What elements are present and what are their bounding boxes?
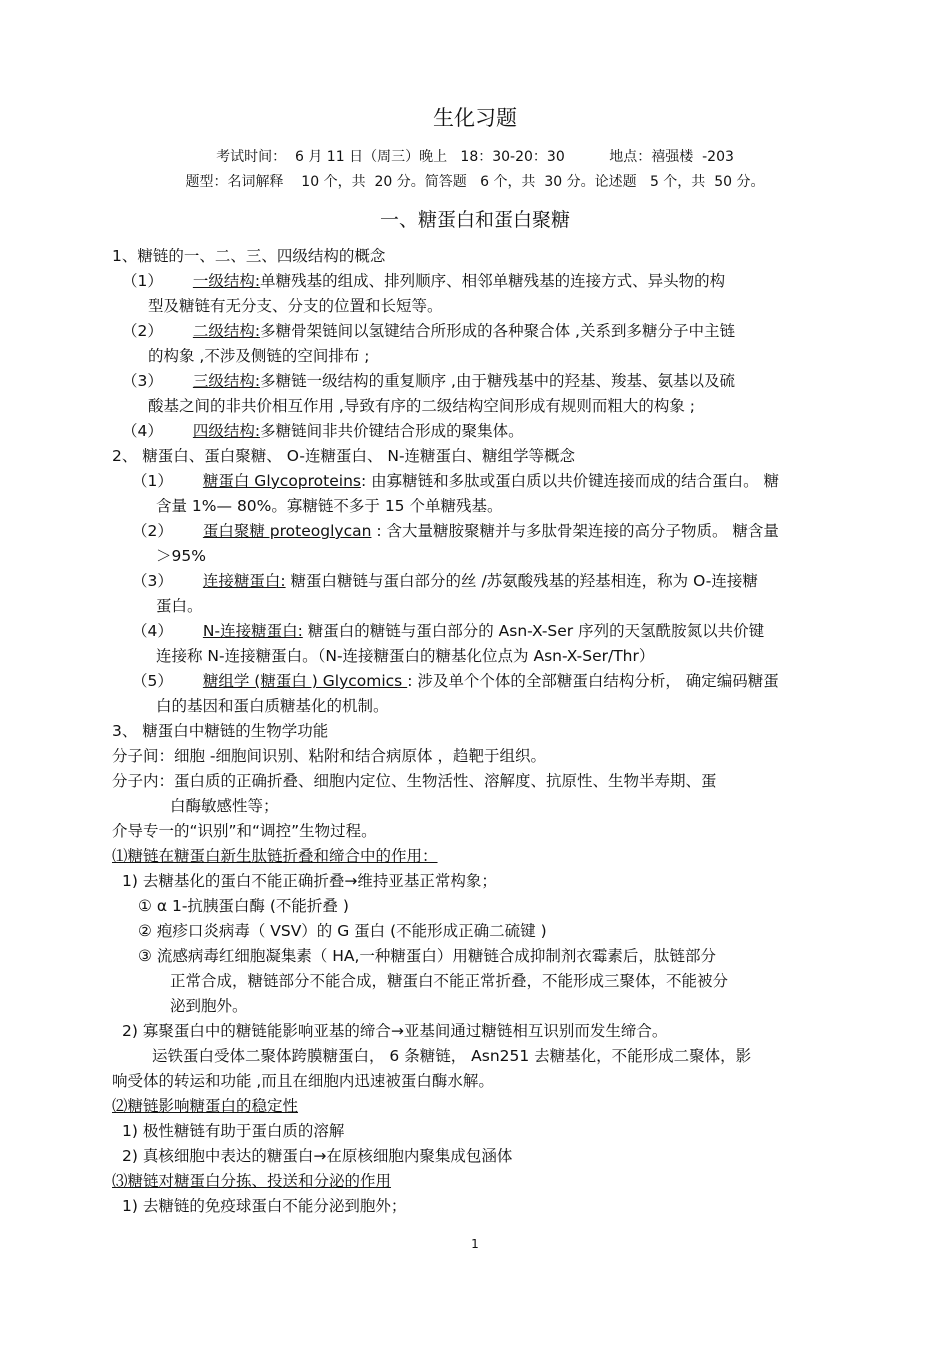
- term: 四级结构:: [192, 422, 261, 440]
- term: 蛋白聚糖 proteoglycan: [202, 522, 372, 540]
- list-item-continuation: 泌到胞外。: [170, 997, 248, 1015]
- paragraph: 分子间：细胞 -细胞间识别、粘附和结合病原体 ，趋靶于组织。: [112, 747, 546, 765]
- list-item: 2) 寡聚蛋白中的糖链能影响亚基的缔合→亚基间通过糖链相互识别而发生缔合。: [122, 1022, 668, 1040]
- term: 糖组学 (糖蛋白 ) Glycomics: [202, 672, 408, 690]
- definition-item: [112, 669, 862, 694]
- definition-continuation: 白的基因和蛋白质糖基化的机制。: [156, 697, 389, 715]
- definition-continuation: 型及糖链有无分支、分支的位置和长短等。: [148, 297, 443, 315]
- paragraph: 运铁蛋白受体二聚体跨膜糖蛋白， 6 条糖链， Asn251 去糖基化，不能形成二聚体，影: [152, 1047, 752, 1065]
- question-heading: 1、糖链的一、二、三、四级结构的概念: [112, 247, 386, 265]
- definition-text: 多糖骨架链间以氢键结合所形成的各种聚合体 ,关系到多糖分子中主链: [260, 322, 735, 340]
- item-number: （4）: [132, 622, 173, 640]
- list-item: ② 疱疹口炎病毒（ VSV）的 G 蛋白 (不能形成正确二硫键 ): [138, 922, 547, 940]
- definition-item: [112, 569, 862, 594]
- page-number: 1: [471, 1237, 479, 1251]
- definition-continuation: 蛋白。: [156, 597, 203, 615]
- subsection-title: ⑵糖链影响糖蛋白的稳定性: [112, 1097, 299, 1115]
- exam-question-types: 题型：名词解释 10 个，共 20 分。简答题 6 个，共 30 分。论述题 5 个，共 50 分。: [185, 174, 765, 190]
- definition-continuation: 的构象 ,不涉及侧链的空间排布 ;: [148, 347, 370, 365]
- definition-text: 多糖链一级结构的重复顺序 ,由于糖残基中的羟基、羧基、氨基以及硫: [260, 372, 735, 390]
- paragraph-continuation: 白酶敏感性等；: [170, 797, 279, 815]
- term: 糖蛋白 Glycoproteins: [202, 472, 361, 490]
- subsection-title: ⑴糖链在糖蛋白新生肽链折叠和缔合中的作用：: [112, 847, 438, 865]
- subsection-heading: [112, 1169, 862, 1194]
- paragraph-continuation: 响受体的转运和功能 ,而且在细胞内迅速被蛋白酶水解。: [112, 1072, 494, 1090]
- item-number: （3）: [122, 372, 163, 390]
- item-number: （5）: [132, 672, 173, 690]
- definition-text: : 由寡糖链和多肽或蛋白质以共价键连接而成的结合蛋白。 糖: [360, 472, 780, 490]
- paragraph: 介导专一的“识别”和“调控”生物过程。: [112, 822, 377, 840]
- item-number: （3）: [132, 572, 173, 590]
- item-number: （2）: [132, 522, 173, 540]
- definition-item: [112, 469, 862, 494]
- exam-time-location: 考试时间： 6 月 11 日（周三）晚上 18：30-20：30 地点：禧强楼 -203: [216, 149, 734, 165]
- question-heading: 2、 糖蛋白、蛋白聚糖、 O-连糖蛋白、 N-连糖蛋白、糖组学等概念: [112, 447, 576, 465]
- item-number: （4）: [122, 422, 163, 440]
- definition-continuation: 含量 1%— 80%。寡糖链不多于 15 个单糖残基。: [156, 497, 503, 515]
- definition-continuation: 连接称 N-连接糖蛋白。（N-连接糖蛋白的糖基化位点为 Asn-X-Ser/Thr）: [156, 647, 655, 665]
- subsection-heading: [112, 844, 862, 869]
- definition-item: [112, 419, 862, 444]
- term: N-连接糖蛋白:: [202, 622, 303, 640]
- definition-text: 糖蛋白糖链与蛋白部分的丝 /苏氨酸残基的羟基相连，称为 O-连接糖: [285, 572, 758, 590]
- list-item: 1) 极性糖链有助于蛋白质的溶解: [122, 1122, 345, 1140]
- document-body: [112, 244, 862, 1219]
- definition-text: 糖蛋白的糖链与蛋白部分的 Asn-X-Ser 序列的天氢酰胺氮以共价键: [302, 622, 765, 640]
- definition-text: 单糖残基的组成、排列顺序、相邻单糖残基的连接方式、异头物的构: [260, 272, 726, 290]
- item-number: （1）: [132, 472, 173, 490]
- paragraph: 分子内：蛋白质的正确折叠、细胞内定位、生物活性、溶解度、抗原性、生物半寿期、蛋: [112, 772, 717, 790]
- term: 二级结构:: [192, 322, 261, 340]
- list-item: 1) 去糖链的免疫球蛋白不能分泌到胞外；: [122, 1197, 407, 1215]
- term: 一级结构:: [192, 272, 261, 290]
- term: 三级结构:: [192, 372, 261, 390]
- definition-item: [112, 619, 862, 644]
- list-item: 2) 真核细胞中表达的糖蛋白→在原核细胞内聚集成包涵体: [122, 1147, 513, 1165]
- definition-item: [112, 369, 862, 394]
- list-item: ① α 1-抗胰蛋白酶 (不能折叠 ): [138, 897, 349, 915]
- list-item-continuation: 正常合成，糖链部分不能合成，糖蛋白不能正常折叠，不能形成三聚体，不能被分: [170, 972, 729, 990]
- document-title: 生化习题: [433, 106, 517, 130]
- item-number: （2）: [122, 322, 163, 340]
- definition-continuation: 酸基之间的非共价相互作用 ,导致有序的二级结构空间形成有规则而粗大的构象 ;: [148, 397, 696, 415]
- definition-text: 多糖链间非共价键结合形成的聚集体。: [260, 422, 524, 440]
- definition-item: [112, 319, 862, 344]
- list-item: ③ 流感病毒红细胞凝集素（ HA,一种糖蛋白）用糖链合成抑制剂衣霉素后，肽链部分: [138, 947, 716, 965]
- definition-text: : 含大量糖胺聚糖并与多肽骨架连接的高分子物质。 糖含量: [371, 522, 779, 540]
- list-item: 1) 去糖基化的蛋白不能正确折叠→维持亚基正常构象；: [122, 872, 497, 890]
- item-number: （1）: [122, 272, 163, 290]
- definition-continuation: ＞95%: [156, 547, 206, 565]
- definition-text: : 涉及单个个体的全部糖蛋白结构分析， 确定编码糖蛋: [407, 672, 779, 690]
- definition-item: [112, 519, 862, 544]
- subsection-heading: [112, 1094, 862, 1119]
- term: 连接糖蛋白:: [202, 572, 286, 590]
- section-heading: 一、糖蛋白和蛋白聚糖: [379, 209, 570, 231]
- subsection-title: ⑶糖链对糖蛋白分拣、投送和分泌的作用: [112, 1172, 392, 1190]
- question-heading: 3、 糖蛋白中糖链的生物学功能: [112, 722, 329, 740]
- definition-item: [112, 269, 862, 294]
